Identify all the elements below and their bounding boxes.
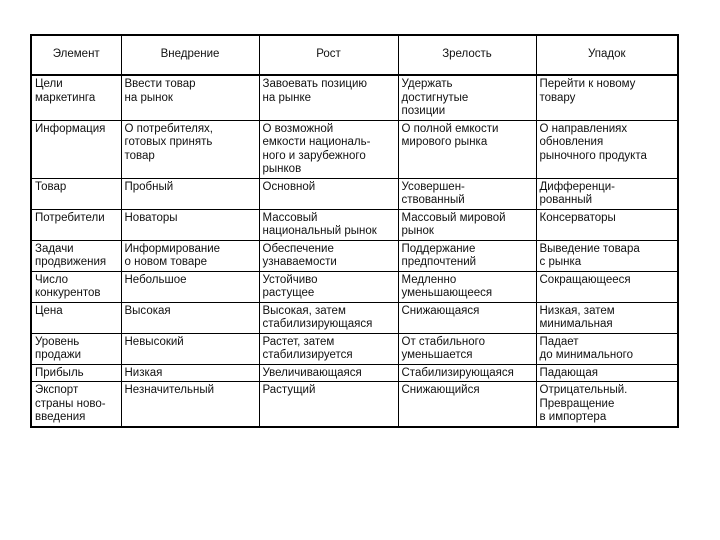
- header-decline: Упадок: [536, 35, 678, 75]
- table-cell: Медленно уменьшающееся: [398, 271, 536, 302]
- table-cell: Ввести товар на рынок: [121, 75, 259, 120]
- header-element: Элемент: [31, 35, 121, 75]
- table-row: [31, 382, 678, 427]
- table-cell: Снижающаяся: [398, 302, 536, 333]
- table-cell: Низкая, затем минимальная: [536, 302, 678, 333]
- table-cell: Невысокий: [121, 333, 259, 364]
- table-row: [31, 302, 678, 333]
- table-cell: Устойчиво растущее: [259, 271, 398, 302]
- table-row: [31, 209, 678, 240]
- table-cell: Низкая: [121, 364, 259, 382]
- header-growth: Рост: [259, 35, 398, 75]
- table-cell: О возможной емкости националь- ного и зарубежного рынков: [259, 120, 398, 178]
- table-cell: Падает до минимального: [536, 333, 678, 364]
- table-row: [31, 364, 678, 382]
- row-label: Экспорт страны ново- введения: [31, 382, 121, 427]
- product-lifecycle-table: [30, 34, 679, 428]
- row-label: Цена: [31, 302, 121, 333]
- table-cell: Обеспечение узнаваемости: [259, 240, 398, 271]
- table-cell: Высокая: [121, 302, 259, 333]
- table-cell: Незначительный: [121, 382, 259, 427]
- row-label: Задачи продвижения: [31, 240, 121, 271]
- table-row: [31, 240, 678, 271]
- table-cell: Сокращающееся: [536, 271, 678, 302]
- row-label: Прибыль: [31, 364, 121, 382]
- table-cell: Информирование о новом товаре: [121, 240, 259, 271]
- table-cell: Усовершен- ствованный: [398, 178, 536, 209]
- table-cell: Отрицательный. Превращение в импортера: [536, 382, 678, 427]
- table-cell: Выведение товара с рынка: [536, 240, 678, 271]
- row-label: Информация: [31, 120, 121, 178]
- table-row: [31, 333, 678, 364]
- table-row: [31, 178, 678, 209]
- row-label: Товар: [31, 178, 121, 209]
- table-cell: О потребителях, готовых принять товар: [121, 120, 259, 178]
- table-cell: Растущий: [259, 382, 398, 427]
- row-label: Уровень продажи: [31, 333, 121, 364]
- table-cell: Массовый национальный рынок: [259, 209, 398, 240]
- header-maturity: Зрелость: [398, 35, 536, 75]
- table-cell: Снижающийся: [398, 382, 536, 427]
- row-label: Потребители: [31, 209, 121, 240]
- header-row: [31, 35, 678, 75]
- table-cell: Консерваторы: [536, 209, 678, 240]
- table-cell: Небольшое: [121, 271, 259, 302]
- table-cell: Стабилизирующаяся: [398, 364, 536, 382]
- table-cell: Растет, затем стабилизируется: [259, 333, 398, 364]
- table-cell: О направлениях обновления рыночного продукта: [536, 120, 678, 178]
- table-cell: От стабильного уменьшается: [398, 333, 536, 364]
- table-row: [31, 120, 678, 178]
- table-cell: Увеличивающаяся: [259, 364, 398, 382]
- table-cell: Массовый мировой рынок: [398, 209, 536, 240]
- row-label: Цели маркетинга: [31, 75, 121, 120]
- table-cell: О полной емкости мирового рынка: [398, 120, 536, 178]
- table-cell: Основной: [259, 178, 398, 209]
- table-cell: Пробный: [121, 178, 259, 209]
- header-introduction: Внедрение: [121, 35, 259, 75]
- table-cell: Поддержание предпочтений: [398, 240, 536, 271]
- table-cell: Завоевать позицию на рынке: [259, 75, 398, 120]
- table-cell: Высокая, затем стабилизирующаяся: [259, 302, 398, 333]
- table-cell: Удержать достигнутые позиции: [398, 75, 536, 120]
- table-cell: Дифференци- рованный: [536, 178, 678, 209]
- table-cell: Новаторы: [121, 209, 259, 240]
- table-row: [31, 271, 678, 302]
- table-cell: Падающая: [536, 364, 678, 382]
- table-cell: Перейти к новому товару: [536, 75, 678, 120]
- row-label: Число конкурентов: [31, 271, 121, 302]
- table-row: [31, 75, 678, 120]
